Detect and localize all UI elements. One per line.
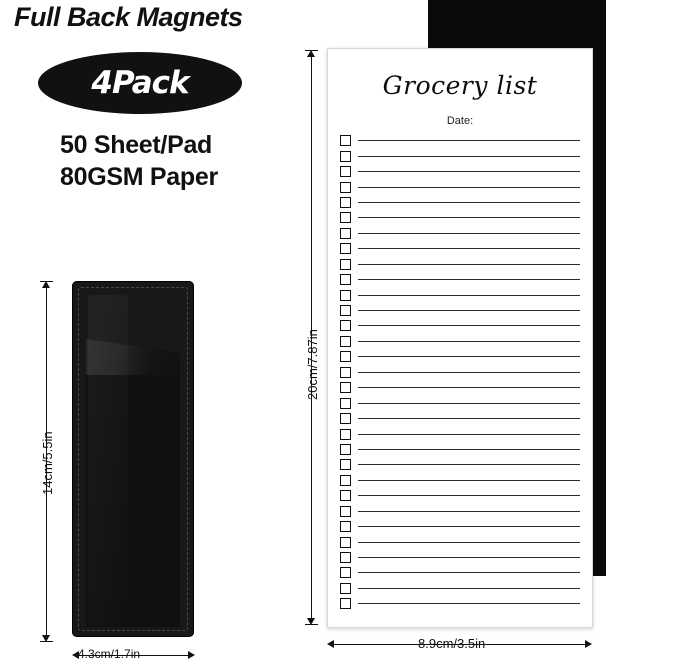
- checkbox-icon[interactable]: [340, 166, 351, 177]
- writing-rule: [358, 233, 580, 234]
- writing-rule: [358, 356, 580, 357]
- notepad-line-item: [340, 148, 580, 163]
- sleeve-highlight: [88, 295, 128, 625]
- notepad-line-item: [340, 534, 580, 549]
- notepad-line-item: [340, 365, 580, 380]
- writing-rule: [358, 480, 580, 481]
- notepad-height-arrow-top: [307, 50, 315, 57]
- writing-rule: [358, 187, 580, 188]
- notepad-line-item: [340, 334, 580, 349]
- notepad-line-item: [340, 349, 580, 364]
- sleeve-width-label: 4.3cm/1.7in: [78, 647, 141, 661]
- notepad-height-label: 20cm/7.87in: [305, 329, 320, 400]
- checkbox-icon[interactable]: [340, 429, 351, 440]
- checkbox-icon[interactable]: [340, 398, 351, 409]
- notepad-line-item: [340, 411, 580, 426]
- notepad-line-item: [340, 488, 580, 503]
- notepad-height-tick-bottom: [305, 624, 318, 625]
- writing-rule: [358, 341, 580, 342]
- sleeve-height-label: 14cm/5.5in: [40, 431, 55, 495]
- writing-rule: [358, 202, 580, 203]
- checkbox-icon[interactable]: [340, 135, 351, 146]
- writing-rule: [358, 557, 580, 558]
- notepad-line-item: [340, 179, 580, 194]
- writing-rule: [358, 464, 580, 465]
- notepad-line-item: [340, 133, 580, 148]
- notepad-line-item: [340, 380, 580, 395]
- checkbox-icon[interactable]: [340, 413, 351, 424]
- notepad-line-item: [340, 565, 580, 580]
- notepad-line-item: [340, 164, 580, 179]
- checkbox-icon[interactable]: [340, 197, 351, 208]
- checkbox-icon[interactable]: [340, 151, 351, 162]
- notepad-line-item: [340, 473, 580, 488]
- writing-rule: [358, 295, 580, 296]
- checkbox-icon[interactable]: [340, 490, 351, 501]
- notepad-line-item: [340, 195, 580, 210]
- notepad-title: Grocery list: [382, 71, 538, 100]
- sleeve-height-tick-top: [40, 281, 53, 282]
- writing-rule: [358, 156, 580, 157]
- grocery-list-notepad: [327, 48, 593, 628]
- checkbox-icon[interactable]: [340, 475, 351, 486]
- checkbox-icon[interactable]: [340, 552, 351, 563]
- writing-rule: [358, 572, 580, 573]
- checkbox-icon[interactable]: [340, 320, 351, 331]
- checkbox-icon[interactable]: [340, 305, 351, 316]
- writing-rule: [358, 372, 580, 373]
- checkbox-icon[interactable]: [340, 367, 351, 378]
- checkbox-icon[interactable]: [340, 537, 351, 548]
- notepad-line-item: [340, 287, 580, 302]
- notepad-width-arrow-left: [327, 640, 334, 648]
- writing-rule: [358, 434, 580, 435]
- writing-rule: [358, 248, 580, 249]
- notepad-line-item: [340, 426, 580, 441]
- sleeve-height-arrow-top: [42, 281, 50, 288]
- writing-rule: [358, 449, 580, 450]
- writing-rule: [358, 387, 580, 388]
- notepad-height-tick-top: [305, 50, 318, 51]
- checkbox-icon[interactable]: [340, 243, 351, 254]
- checkbox-icon[interactable]: [340, 182, 351, 193]
- checkbox-icon[interactable]: [340, 274, 351, 285]
- checkbox-icon[interactable]: [340, 506, 351, 517]
- writing-rule: [358, 279, 580, 280]
- notepad-lines: [340, 133, 580, 613]
- notepad-line-item: [340, 550, 580, 565]
- notepad-line-item: [340, 303, 580, 318]
- checkbox-icon[interactable]: [340, 444, 351, 455]
- checkbox-icon[interactable]: [340, 290, 351, 301]
- notepad-line-item: [340, 596, 580, 611]
- notepad-line-item: [340, 210, 580, 225]
- writing-rule: [358, 140, 580, 141]
- notepad-line-item: [340, 318, 580, 333]
- writing-rule: [358, 418, 580, 419]
- notepad-line-item: [340, 504, 580, 519]
- notepad-line-item: [340, 457, 580, 472]
- writing-rule: [358, 171, 580, 172]
- checkbox-icon[interactable]: [340, 459, 351, 470]
- checkbox-icon[interactable]: [340, 598, 351, 609]
- notepad-line-item: [340, 519, 580, 534]
- notepad-width-label: 8.9cm/3.5in: [418, 636, 486, 651]
- checkbox-icon[interactable]: [340, 567, 351, 578]
- notepad-line-item: [340, 581, 580, 596]
- writing-rule: [358, 325, 580, 326]
- sleeve-width-arrow-right: [188, 651, 195, 659]
- checkbox-icon[interactable]: [340, 382, 351, 393]
- notepad-line-item: [340, 241, 580, 256]
- checkbox-icon[interactable]: [340, 228, 351, 239]
- spec-paper-weight: 80GSM Paper: [60, 163, 218, 191]
- notepad-line-item: [340, 395, 580, 410]
- writing-rule: [358, 511, 580, 512]
- writing-rule: [358, 310, 580, 311]
- writing-rule: [358, 526, 580, 527]
- notepad-line-item: [340, 226, 580, 241]
- writing-rule: [358, 588, 580, 589]
- writing-rule: [358, 542, 580, 543]
- sleeve-height-tick-bottom: [40, 641, 53, 642]
- writing-rule: [358, 264, 580, 265]
- headline: Full Back Magnets: [14, 2, 243, 32]
- writing-rule: [358, 403, 580, 404]
- writing-rule: [358, 603, 580, 604]
- pack-badge-label: 4Pack: [91, 65, 189, 101]
- writing-rule: [358, 217, 580, 218]
- checkbox-icon[interactable]: [340, 259, 351, 270]
- notepad-date-label: Date:: [446, 115, 474, 127]
- notepad-line-item: [340, 257, 580, 272]
- notepad-width-arrow-right: [585, 640, 592, 648]
- writing-rule: [358, 495, 580, 496]
- checkbox-icon[interactable]: [340, 212, 351, 223]
- pack-badge: [38, 52, 242, 114]
- checkbox-icon[interactable]: [340, 583, 351, 594]
- notepad-line-item: [340, 442, 580, 457]
- checkbox-icon[interactable]: [340, 521, 351, 532]
- checkbox-icon[interactable]: [340, 351, 351, 362]
- magnetic-sleeve: [72, 281, 194, 637]
- spec-sheets-per-pad: 50 Sheet/Pad: [60, 131, 213, 159]
- checkbox-icon[interactable]: [340, 336, 351, 347]
- notepad-line-item: [340, 272, 580, 287]
